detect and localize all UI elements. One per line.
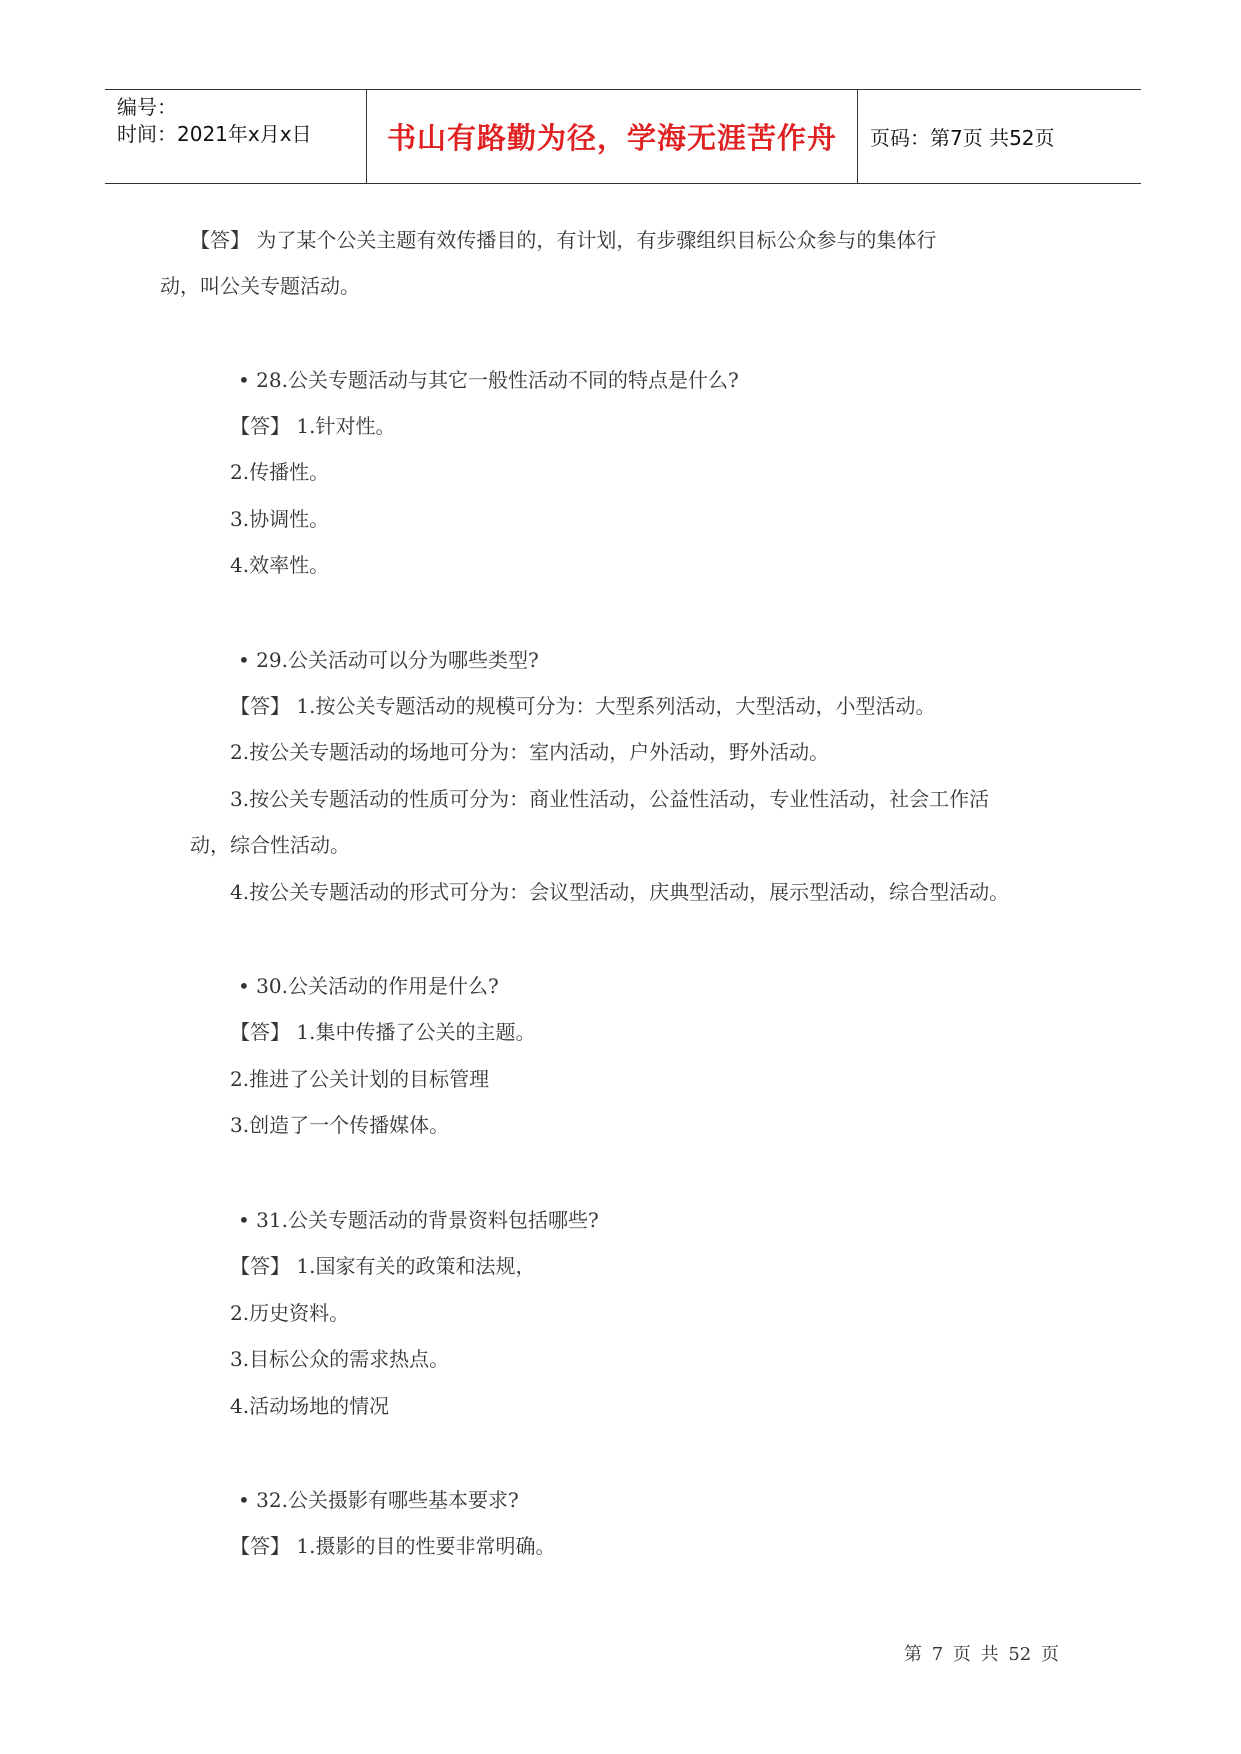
answer-line: 【答】 1.按公关专题活动的规模可分为：大型系列活动，大型活动，小型活动。: [230, 694, 936, 718]
question-line: • 29.公关活动可以分为哪些类型?: [238, 648, 539, 672]
answer-line: 2.推进了公关计划的目标管理: [230, 1067, 490, 1091]
header-motto: 书山有路勤为径，学海无涯苦作舟: [367, 90, 858, 183]
text-line: 【答】 为了某个公关主题有效传播目的，有计划，有步骤组织目标公众参与的集体行: [190, 228, 937, 252]
answer-line: 2.传播性。: [230, 460, 330, 484]
text-line: 动，叫公关专题活动。: [160, 274, 360, 298]
answer-line: 4.活动场地的情况: [230, 1394, 390, 1418]
time-label: 时间：2021年x月x日: [117, 122, 312, 146]
question-line: • 30.公关活动的作用是什么?: [238, 974, 499, 998]
answer-line: 【答】 1.摄影的目的性要非常明确。: [230, 1534, 556, 1558]
number-label: 编号：: [117, 95, 177, 119]
header-info: [105, 90, 367, 183]
header-page-label: 页码：第7页 共52页: [870, 126, 1055, 150]
answer-line: 动，综合性活动。: [190, 833, 350, 857]
page-footer: 第 7 页 共 52 页: [904, 1644, 1059, 1665]
answer-line: 2.历史资料。: [230, 1301, 350, 1325]
question-line: • 32.公关摄影有哪些基本要求?: [238, 1488, 519, 1512]
answer-line: 3.按公关专题活动的性质可分为：商业性活动，公益性活动，专业性活动，社会工作活: [230, 787, 990, 811]
answer-line: 【答】 1.针对性。: [230, 414, 396, 438]
answer-line: 3.创造了一个传播媒体。: [230, 1113, 450, 1137]
answer-line: 3.协调性。: [230, 507, 330, 531]
answer-line: 4.效率性。: [230, 553, 330, 577]
answer-line: 2.按公关专题活动的场地可分为：室内活动，户外活动，野外活动。: [230, 740, 830, 764]
question-line: • 31.公关专题活动的背景资料包括哪些?: [238, 1208, 599, 1232]
answer-line: 4.按公关专题活动的形式可分为：会议型活动，庆典型活动，展示型活动，综合型活动。: [230, 880, 1010, 904]
answer-line: 【答】 1.国家有关的政策和法规，: [230, 1254, 536, 1278]
question-line: • 28.公关专题活动与其它一般性活动不同的特点是什么?: [238, 368, 739, 392]
document-header: [105, 89, 1141, 184]
answer-line: 3.目标公众的需求热点。: [230, 1347, 450, 1371]
answer-line: 【答】 1.集中传播了公关的主题。: [230, 1020, 536, 1044]
